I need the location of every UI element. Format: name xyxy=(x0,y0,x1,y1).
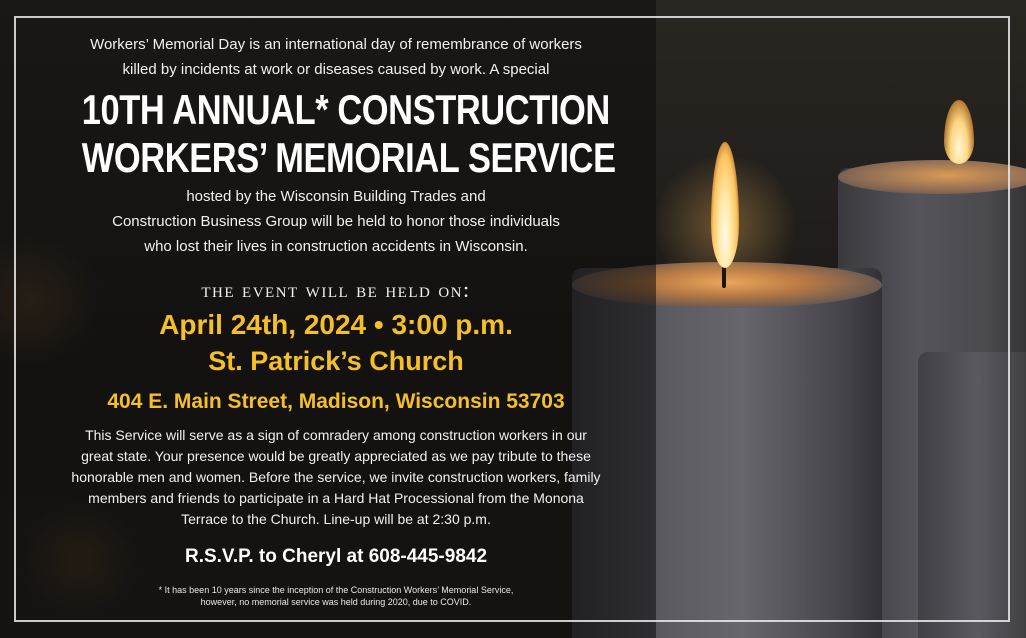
footnote-line: however, no memorial service was held during 2020, due to COVID. xyxy=(200,597,472,607)
description-line: members and friends to participate in a Hard Hat Processional from the Monona xyxy=(88,490,584,506)
description-line: This Service will serve as a sign of comradery among construction workers in our xyxy=(85,427,587,443)
page-title xyxy=(81,86,616,182)
hosted-by-text xyxy=(26,184,646,259)
hosted-line: hosted by the Wisconsin Building Trades and xyxy=(186,188,486,205)
candle-icon xyxy=(918,352,1026,638)
invitation-content xyxy=(26,32,646,608)
footnote-line: * It has been 10 years since the inception of the Construction Workers’ Memorial Service, xyxy=(158,585,514,595)
intro-line: Workers’ Memorial Day is an international day of remembrance of workers xyxy=(90,36,582,53)
event-address: 404 E. Main Street, Madison, Wisconsin 53703 xyxy=(107,390,565,413)
description-line: honorable men and women. Before the service, we invite construction workers, family xyxy=(71,469,601,485)
hosted-line: Construction Business Group will be held to honor those individuals xyxy=(112,213,560,230)
rsvp-text: R.S.V.P. to Cheryl at 608-445-9842 xyxy=(184,546,488,567)
flame-icon xyxy=(944,100,974,164)
intro-text xyxy=(26,32,646,82)
event-label: the event will be held on: xyxy=(201,277,471,302)
event-date-time: April 24th, 2024 • 3:00 p.m. xyxy=(159,309,513,340)
description-line: great state. Your presence would be greatly appreciated as we pay tribute to these xyxy=(81,448,591,464)
description-line: Terrace to the Church. Line-up will be at 2:30 p.m. xyxy=(181,511,491,527)
headline-line: 10TH ANNUAL* CONSTRUCTION xyxy=(81,86,610,133)
event-venue: St. Patrick’s Church xyxy=(208,346,464,376)
intro-line: killed by incidents at work or diseases caused by work. A special xyxy=(122,61,550,78)
service-description xyxy=(26,425,646,530)
candle-top-icon xyxy=(838,160,1026,194)
hosted-line: who lost their lives in construction accidents in Wisconsin. xyxy=(144,238,528,255)
footnote xyxy=(26,584,646,608)
headline-line: WORKERS’ MEMORIAL SERVICE xyxy=(81,134,616,181)
